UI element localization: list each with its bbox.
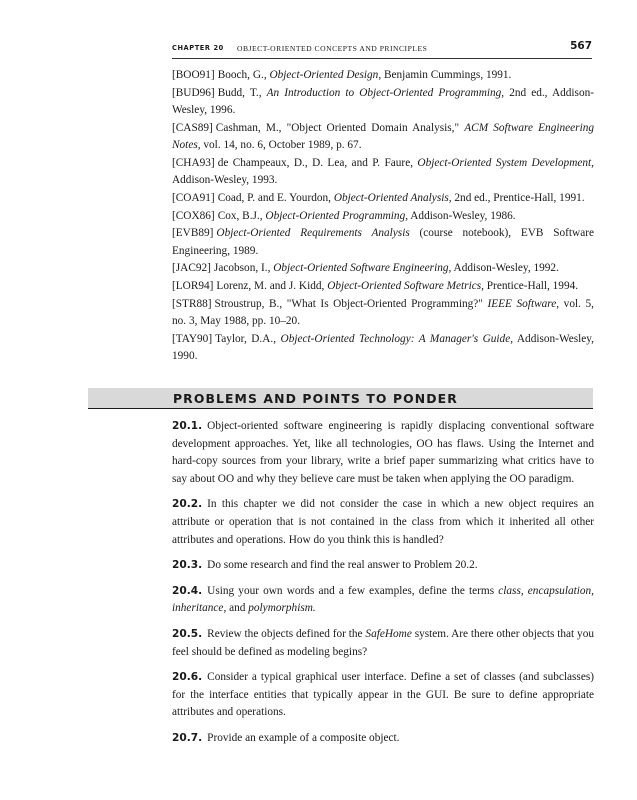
reference-details: Addison-Wesley, 1990. [172,332,595,363]
reference-entry [172,208,594,225]
reference-entry [172,120,594,154]
reference-entry [172,67,594,84]
problem-item [172,730,594,748]
problem-number: 20.4. [172,584,203,597]
reference-authors: Stroustrup, B., "What Is Object-Oriented Programming?" [214,297,488,310]
problem-item [172,626,594,661]
reference-details: 2nd ed., Addison-Wesley, 1996. [172,86,594,116]
reference-title: IEEE Software, [487,297,560,310]
reference-details: (course notebook), EVB Software Engineering, 1989. [172,227,594,257]
reference-authors: Cashman, M., "Object Oriented Domain Analysis," [215,121,465,134]
problem-emphasis: SafeHome [365,627,412,640]
section-title: PROBLEMS AND POINTS TO PONDER [173,391,458,406]
page-number: 567 [570,40,592,52]
reference-key: [TAY90] [172,332,213,345]
problem-list [172,418,594,756]
page-header [172,40,592,58]
reference-key: [CHA93] [172,156,215,169]
reference-details: Addison-Wesley, 1986. [408,209,516,222]
reference-authors: Booch, G., [217,69,270,81]
reference-key: [COX86] [172,209,215,222]
problem-text: Do some research and find the real answer to Problem 20.2. [207,559,478,572]
reference-details: vol. 14, no. 6, October 1989, p. 67. [200,139,362,151]
reference-key: [EVB89] [172,227,214,240]
reference-details: Prentice-Hall, 1994. [483,280,579,293]
problem-item [172,669,594,722]
reference-entry [172,260,594,277]
reference-entry [172,85,594,119]
problem-number: 20.7. [172,731,203,744]
reference-details: vol. 5, no. 3, May 1988, pp. 10–20. [172,297,594,328]
problem-number: 20.1. [172,420,203,432]
reference-title: Object-Oriented Programming, [265,209,409,222]
problem-item [172,418,594,488]
reference-authors: Lorenz, M. and J. Kidd, [216,280,328,293]
reference-key: [LOR94] [172,280,214,293]
reference-key: [BUD96] [172,86,215,99]
reference-details: Addison-Wesley, 1992. [451,262,559,275]
problem-text: Object-oriented software engineering is rapidly displacing conventional software development approaches. Yet, like all technologies, OO has flaws. Using the Internet and hard-copy sources from your library, write a brief paper summarizing what critics have to say about OO and why they believe care must be taken when applying the OO paradigm. [172,420,594,485]
problem-text: Review the objects defined for the [207,627,366,640]
reference-details: Benjamin Cummings, 1991. [381,69,512,81]
reference-authors: Jacobson, I., [213,262,274,275]
reference-authors: Coad, P. and E. Yourdon, [217,191,334,204]
header-rule [172,58,592,59]
reference-key: [STR88] [172,297,212,310]
problem-text: Using your own words and a few examples, define the terms [207,584,499,597]
chapter-title: OBJECT-ORIENTED CONCEPTS AND PRINCIPLES [237,44,428,53]
reference-entry [172,190,594,207]
reference-title: Object-Oriented Analysis, [333,191,452,204]
problem-number: 20.5. [172,627,203,640]
reference-entry [172,155,594,189]
problem-text: and [226,602,249,615]
reference-authors: Taylor, D.A., [215,332,281,345]
reference-title: Object-Oriented Technology: A Manager's Guide, [280,332,514,345]
problem-emphasis: class, encapsulation, inheritance, [172,584,595,615]
chapter-label: CHAPTER 20 [172,44,224,52]
reference-title: Object-Oriented Design, [269,69,382,81]
problem-text: In this chapter we did not consider the case in which a new object requires an attribute or operation that is not contained in the class from which it inherited all other attributes and operations. How do you think this is handled? [172,498,594,546]
reference-entry [172,296,594,330]
problem-emphasis: polymorphism. [248,602,316,615]
reference-title: ACM Software Engineering Notes, [172,121,595,151]
problem-text: Consider a typical graphical user interface. Define a set of classes (and subclasses) for the interface entities that typically appear in the GUI. Be sure to define appropriate attributes and operations. [172,671,594,719]
reference-key: [BOO91] [172,69,215,81]
problem-number: 20.6. [172,671,203,684]
problem-item [172,557,594,575]
problem-number: 20.2. [172,498,203,511]
reference-title: Object-Oriented System Development, [417,156,594,169]
reference-authors: Budd, T., [217,86,267,99]
reference-list [172,67,594,366]
reference-entry [172,225,594,259]
reference-key: [COA91] [172,191,215,204]
reference-details: 2nd ed., Prentice-Hall, 1991. [451,191,585,204]
reference-entry [172,331,594,365]
reference-authors: de Champeaux, D., D. Lea, and P. Faure, [217,156,418,169]
reference-title: Object-Oriented Software Engineering, [273,262,452,275]
reference-entry [172,278,594,295]
reference-title: Object-Oriented Requirements Analysis [216,227,410,240]
problem-text: Provide an example of a composite object. [207,731,400,744]
reference-key: [JAC92] [172,262,211,275]
problem-item [172,496,594,549]
reference-details: Addison-Wesley, 1993. [172,174,278,186]
section-rule [88,408,593,409]
reference-authors: Cox, B.J., [217,209,266,222]
reference-title: Object-Oriented Software Metrics, [327,280,484,293]
problem-text: system. Are there other objects that you feel should be defined as modeling begins? [172,627,594,658]
problem-number: 20.3. [172,559,203,572]
reference-key: [CAS89] [172,121,213,134]
reference-title: An Introduction to Object-Oriented Programming, [266,86,505,99]
problem-item [172,583,594,618]
